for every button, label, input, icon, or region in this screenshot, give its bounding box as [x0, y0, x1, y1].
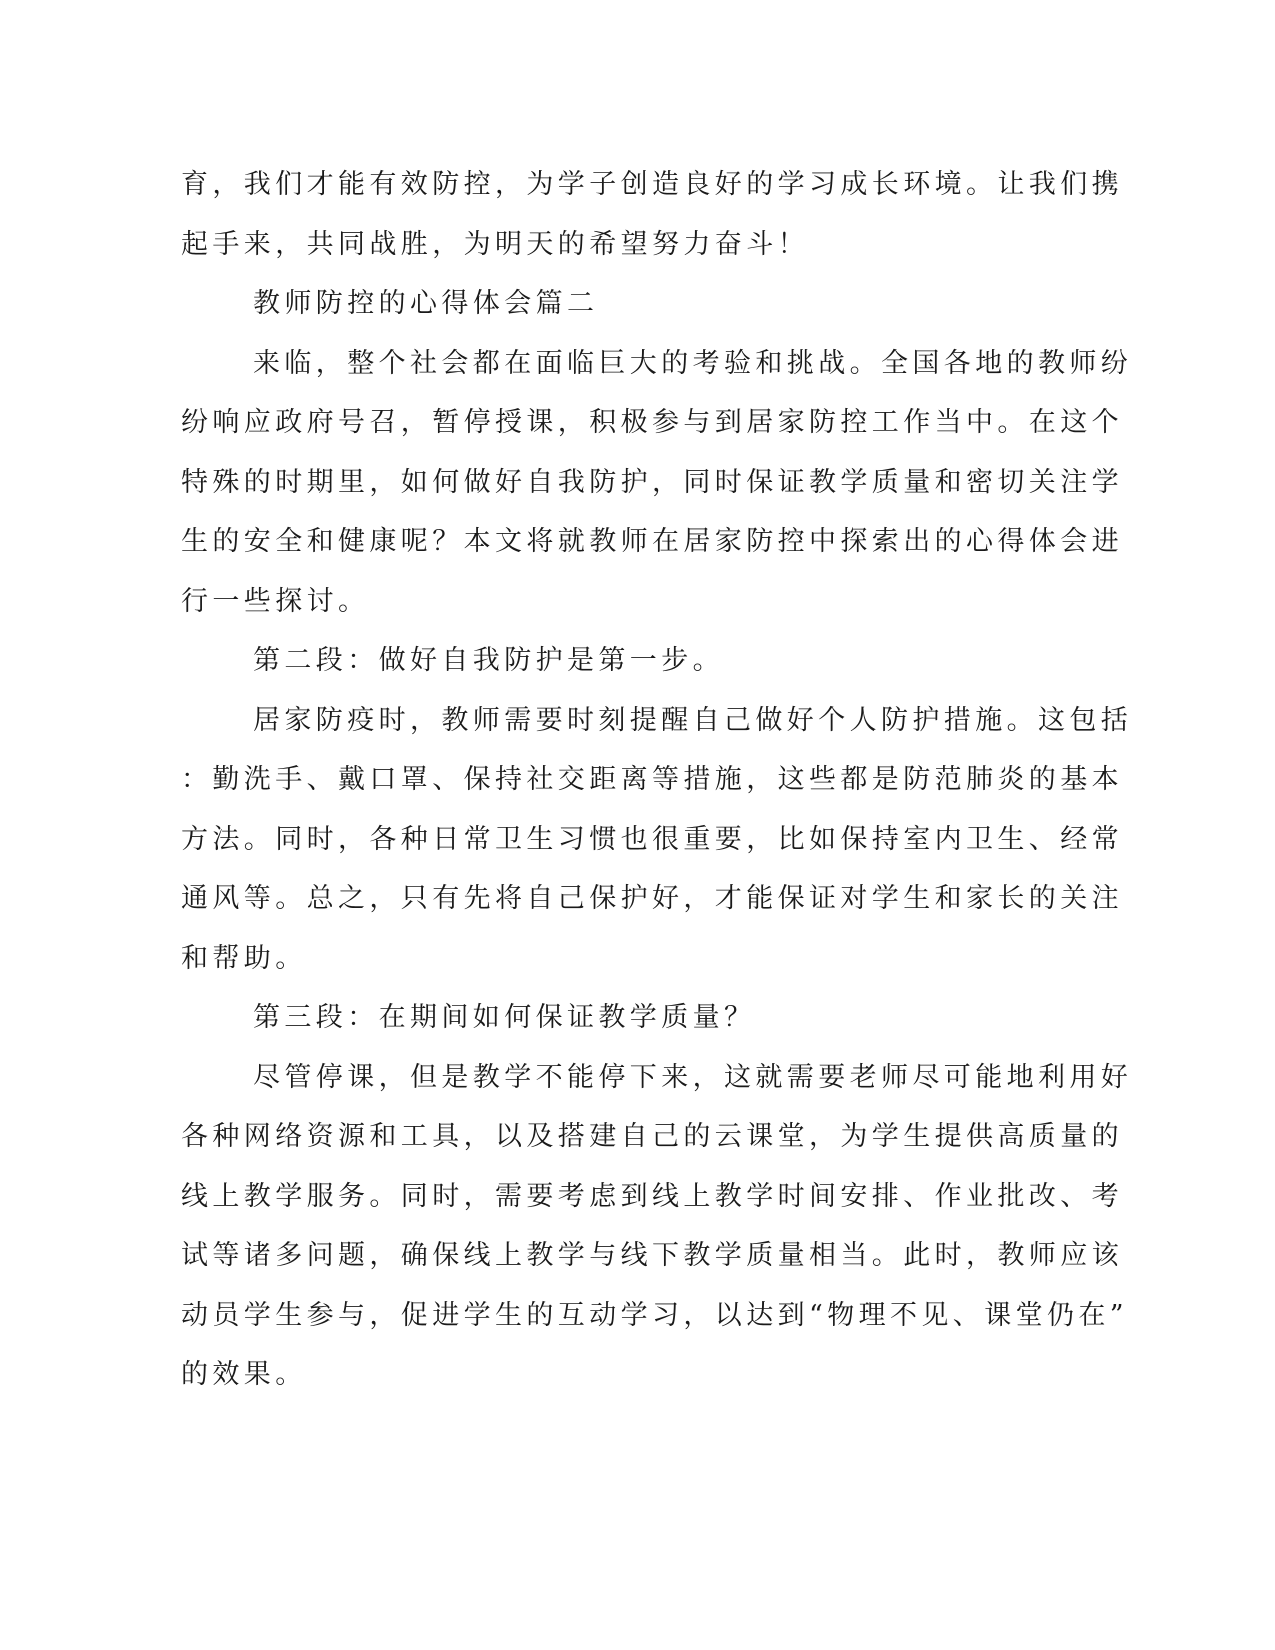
text-line: 的效果。: [181, 1359, 307, 1390]
text-line: 通风等。总之，只有先将自己保护好，才能保证对学生和家长的关注: [181, 883, 1123, 914]
text-line: 来临，整个社会都在面临巨大的考验和挑战。全国各地的教师纷: [253, 347, 1133, 379]
text-line: 纷响应政府号召，暂停授课，积极参与到居家防控工作当中。在这个: [181, 407, 1123, 438]
text-line: 育，我们才能有效防控，为学子创造良好的学习成长环境。让我们携: [181, 169, 1123, 200]
text-line: ：勤洗手、戴口罩、保持社交距离等措施，这些都是防范肺炎的基本: [181, 764, 1123, 795]
text-line: 试等诸多问题，确保线上教学与线下教学质量相当。此时，教师应该: [181, 1240, 1123, 1271]
text-line: 起手来，共同战胜，为明天的希望努力奋斗！: [181, 228, 809, 260]
text-line: 方法。同时，各种日常卫生习惯也很重要，比如保持室内卫生、经常: [181, 823, 1123, 855]
text-line: 生的安全和健康呢？本文将就教师在居家防控中探索出的心得体会进: [181, 526, 1123, 557]
document-body: [181, 155, 1133, 1405]
text-line: 动员学生参与，促进学生的互动学习，以达到“物理不见、课堂仍在”: [181, 1299, 1129, 1331]
section-heading: 第三段：在期间如何保证教学质量？: [253, 1002, 756, 1033]
section-heading: 第二段：做好自我防护是第一步。: [253, 645, 724, 676]
text-line: 居家防疫时，教师需要时刻提醒自己做好个人防护措施。这包括: [253, 704, 1133, 736]
text-line: 尽管停课，但是教学不能停下来，这就需要老师尽可能地利用好: [253, 1061, 1133, 1093]
text-line: 特殊的时期里，如何做好自我防护，同时保证教学质量和密切关注学: [181, 466, 1123, 498]
text-line: 行一些探讨。: [181, 585, 370, 617]
text-line: 线上教学服务。同时，需要考虑到线上教学时间安排、作业批改、考: [181, 1180, 1123, 1212]
text-line: 各种网络资源和工具，以及搭建自己的云课堂，为学生提供高质量的: [181, 1121, 1123, 1152]
section-heading: 教师防控的心得体会篇二: [253, 288, 599, 319]
text-line: 和帮助。: [181, 942, 307, 974]
